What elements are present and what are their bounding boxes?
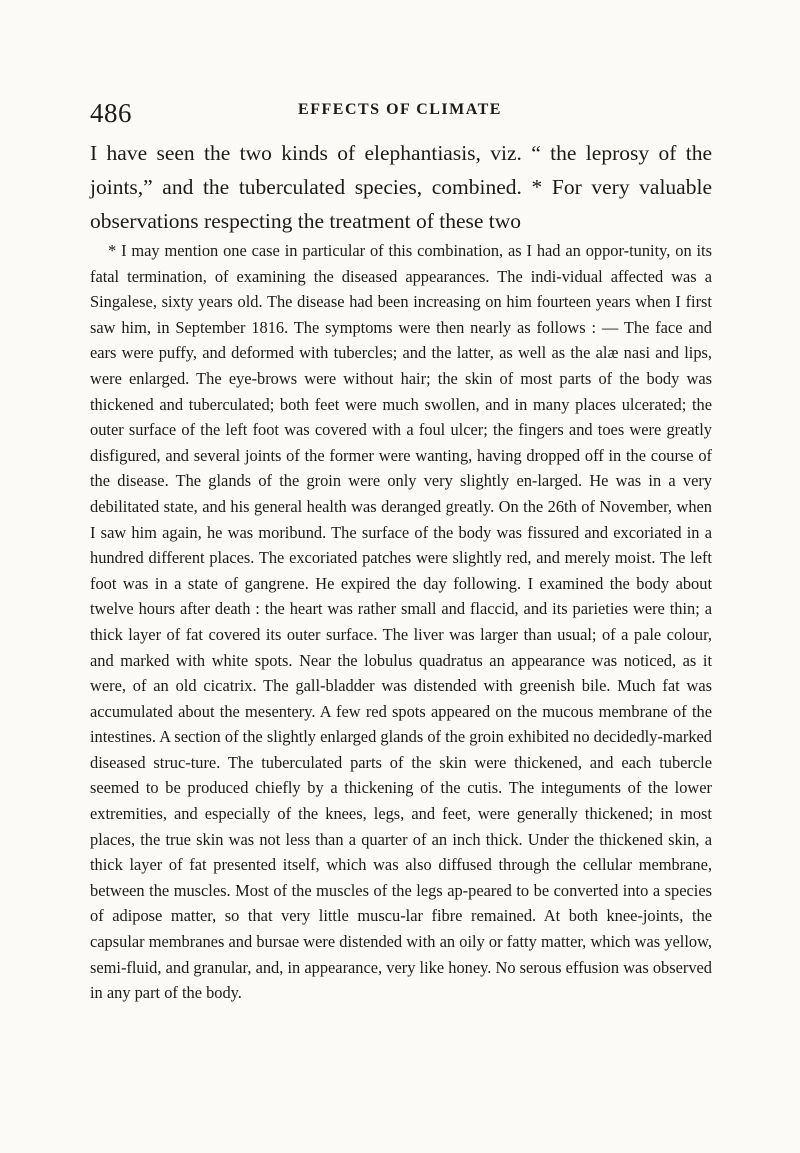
running-title: EFFECTS OF CLIMATE — [298, 101, 502, 118]
footnote: * I may mention one case in particular of this combination, as I had an oppor-tunity, on its fatal termination, of examining the diseased appearances. The indi-vidual affected was a Singalese, sixty years old. The disease had been increasing on him fourteen years when I first saw him, in September 1816. The symptoms were then nearly as follows : — The face and ears were puffy, and deformed with tubercles; and the latter, as well as the alæ nasi and lips, were enlarged. The eye-brows were without hair; the skin of most parts of the body was thickened and tuberculated; both feet were much swollen, and in many places ulcerated; the outer surface of the left foot was covered with a foul ulcer; the fingers and toes were greatly disfigured, and several joints of the former were wanting, having dropped off in the course of the disease. The glands of the groin were only very slightly en-larged. He was in a very debilitated state, and his general health was deranged greatly. On the 26th of November, when I saw him again, he was moribund. The surface of the body was fissured and excoriated in a hundred different places. The excoriated patches were slightly red, and merely moist. The left foot was in a state of gangrene. He expired the day following. I examined the body about twelve hours after death : the heart was rather small and flaccid, and its parieties were thin; a thick layer of fat covered its outer surface. The liver was larger than usual; of a pale colour, and marked with white spots. Near the lobulus quadratus an appearance was noticed, as it were, of an old cicatrix. The gall-bladder was distended with greenish bile. Much fat was accumulated about the mesentery. A few red spots appeared on the mucous membrane of the intestines. A section of the slightly enlarged glands of the groin exhibited no decidedly-marked diseased struc-ture. The tuberculated parts of the skin were thickened, and each tubercle seemed to be produced chiefly by a thickening of the cutis. The integuments of the lower extremities, and especially of the knees, legs, and feet, were generally thickened; in most places, the true skin was not less than a quarter of an inch thick. Under the thickened skin, a thick layer of fat presented itself, which was also diffused through the cellular membrane, between the muscles. Most of the muscles of the legs ap-peared to be converted into a species of adipose matter, so that very little muscu-lar fibre remained. At both knee-joints, the capsular membranes and bursae were distended with an oily or fatty matter, which was yellow, semi-fluid, and granular, and, in appearance, very like honey. No serous effusion was observed in any part of the body. — [90, 241, 712, 1003]
body-paragraph: I have seen the two kinds of elephantiasis, viz. “ the leprosy of the joints,” and the tuberculated species, combined. * For very valuable observations respecting the treatment of these two — [90, 141, 712, 233]
page-number: 486 — [90, 98, 132, 128]
